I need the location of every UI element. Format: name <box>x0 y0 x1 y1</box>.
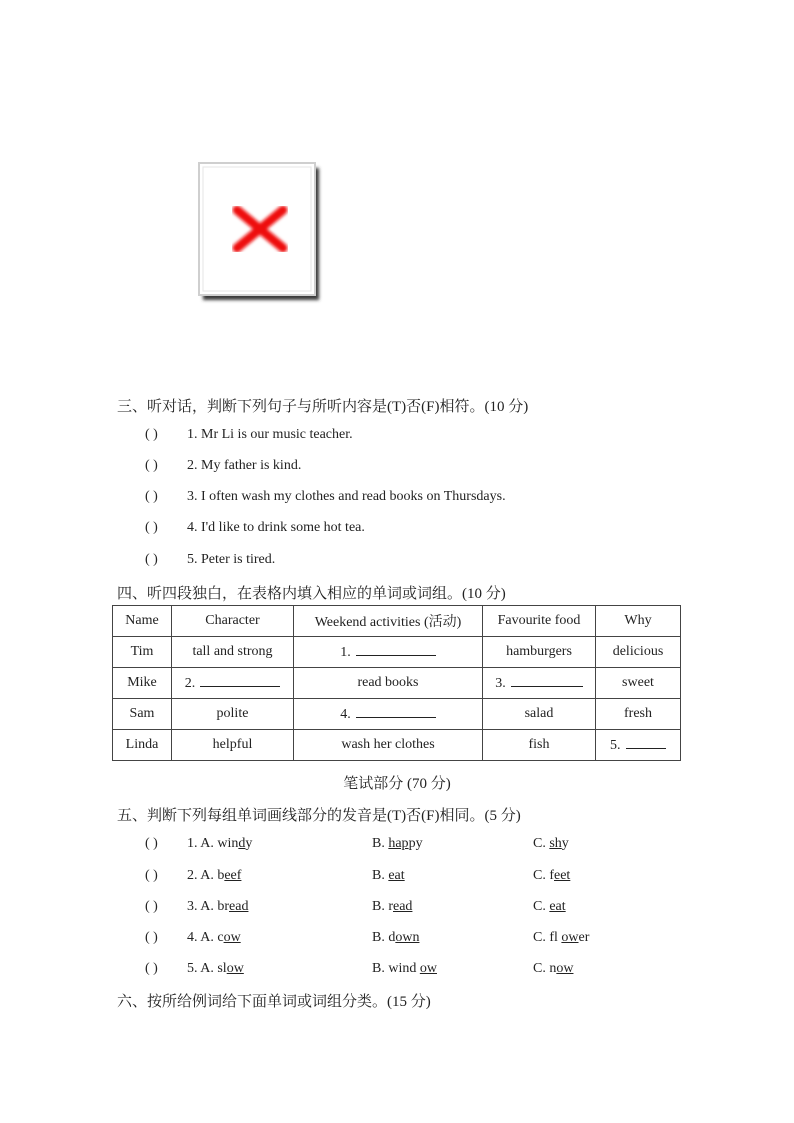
section6-title: 六、按所给例词给下面单词或词组分类。(15 分) <box>117 994 431 1010</box>
table-cell <box>483 699 596 730</box>
word: bread <box>217 899 249 914</box>
table-cell <box>113 637 172 668</box>
statement-text: 4. I'd like to drink some hot tea. <box>187 520 365 535</box>
item-number: 4. A. c <box>187 930 224 945</box>
option-b <box>372 836 423 852</box>
statement-item <box>145 458 301 474</box>
word: B. eat <box>372 868 405 883</box>
answer-parentheses[interactable]: ( ) <box>145 899 158 914</box>
cell-text: polite <box>216 706 249 721</box>
underlined-letters: ead <box>229 899 249 914</box>
word: C. shy <box>533 836 569 851</box>
word: windy <box>217 836 253 851</box>
word: B. happy <box>372 836 423 851</box>
answer-parentheses[interactable]: ( ) <box>145 520 158 535</box>
underlined-letters: eet <box>554 868 571 883</box>
statement-item <box>145 520 365 536</box>
answer-parentheses[interactable]: ( ) <box>145 836 158 851</box>
listening-table <box>112 605 681 761</box>
pronunciation-item <box>145 868 241 884</box>
fill-in-blank[interactable] <box>356 643 436 656</box>
cell-text: fresh <box>624 706 652 721</box>
word: B. read <box>372 899 413 914</box>
statement-text: 2. My father is kind. <box>187 458 302 473</box>
table-cell <box>172 699 294 730</box>
underlined-letters: ow <box>419 961 437 976</box>
fill-in-blank[interactable] <box>511 674 583 687</box>
underlined-letters: own <box>395 930 420 945</box>
cell-text: helpful <box>212 737 253 752</box>
underlined-letters: ow <box>223 930 241 945</box>
cell-text: 3. <box>495 676 506 691</box>
cell-text: sweet <box>622 675 654 690</box>
table-row <box>113 699 681 730</box>
answer-parentheses[interactable]: ( ) <box>145 961 158 976</box>
statement-text: 3. I often wash my clothes and read books on Thursdays. <box>187 489 506 504</box>
word: B. wind ow <box>372 961 437 976</box>
table-row <box>113 730 681 761</box>
cell-text: Mike <box>127 675 157 690</box>
pronunciation-item <box>145 899 248 915</box>
pronunciation-item <box>145 836 252 852</box>
fill-in-blank[interactable] <box>200 674 280 687</box>
table-cell <box>596 730 681 761</box>
table-cell <box>113 730 172 761</box>
item-number: 1. A. <box>187 836 218 851</box>
section5-title: 五、判断下列每组单词画线部分的发音是(T)否(F)相同。(5 分) <box>117 808 521 824</box>
pronunciation-item <box>145 930 241 946</box>
cell-text: wash her clothes <box>341 737 435 752</box>
table-header-cell: Favourite food <box>483 606 596 637</box>
cell-text: delicious <box>612 644 664 659</box>
option-c <box>533 868 570 884</box>
option-b <box>372 930 419 946</box>
word: C. now <box>533 961 574 976</box>
word: B. down <box>372 930 420 945</box>
option-c <box>533 930 589 946</box>
fill-in-blank[interactable] <box>626 736 666 749</box>
word <box>224 930 241 945</box>
table-cell <box>294 699 483 730</box>
cell-text: Tim <box>130 644 154 659</box>
underlined-letters: hap <box>388 836 409 851</box>
statement-item <box>145 552 275 568</box>
answer-parentheses[interactable]: ( ) <box>145 427 158 442</box>
pronunciation-item <box>145 961 244 977</box>
word: beef <box>217 868 242 883</box>
section4-title: 四、听四段独白，在表格内填入相应的单词或词组。(10 分) <box>117 586 506 602</box>
option-c <box>533 836 569 852</box>
underlined-letters: ow <box>561 930 579 945</box>
written-part-heading: 笔试部分 (70 分) <box>343 776 451 792</box>
table-cell <box>596 637 681 668</box>
cell-text: tall and strong <box>192 644 273 659</box>
table-cell <box>596 668 681 699</box>
table-header-cell: Character <box>172 606 294 637</box>
table-header-cell: Name <box>113 606 172 637</box>
table-row <box>113 668 681 699</box>
cell-text: 1. <box>340 645 351 660</box>
table-cell <box>172 637 294 668</box>
table-cell <box>596 699 681 730</box>
table-cell <box>172 730 294 761</box>
underlined-letters: ow <box>556 961 574 976</box>
underlined-letters: ow <box>226 961 244 976</box>
cell-text: 4. <box>340 707 351 722</box>
option-c <box>533 961 573 977</box>
table-header-row <box>113 606 681 637</box>
table-cell <box>294 668 483 699</box>
statement-text: 5. Peter is tired. <box>187 552 276 567</box>
table-cell <box>172 668 294 699</box>
word: C. eat <box>533 899 566 914</box>
cell-text: 5. <box>610 738 621 753</box>
statement-text: 1. Mr Li is our music teacher. <box>187 427 353 442</box>
word <box>227 961 244 976</box>
word: C. fl ower <box>533 930 590 945</box>
cell-text: read books <box>357 675 419 690</box>
table-cell <box>483 637 596 668</box>
option-b <box>372 868 405 884</box>
answer-parentheses[interactable]: ( ) <box>145 552 158 567</box>
cell-text: fish <box>528 737 550 752</box>
cell-text: 2. <box>184 676 196 691</box>
item-number: 5. A. sl <box>187 961 227 976</box>
statement-item <box>145 489 506 505</box>
table-header-cell: Weekend activities (活动) <box>294 606 483 637</box>
statement-item <box>145 427 353 443</box>
table-cell <box>113 699 172 730</box>
item-number: 2. A. <box>187 868 218 883</box>
underlined-letters: eat <box>549 899 566 914</box>
table-cell <box>294 637 483 668</box>
table-cell <box>113 668 172 699</box>
broken-image-icon <box>197 160 323 304</box>
table-cell <box>294 730 483 761</box>
fill-in-blank[interactable] <box>356 705 436 718</box>
cell-text: hamburgers <box>506 644 572 659</box>
table-row <box>113 637 681 668</box>
answer-parentheses[interactable]: ( ) <box>145 930 158 945</box>
underlined-letters: eef <box>224 868 242 883</box>
underlined-letters: eat <box>388 868 405 883</box>
option-b <box>372 961 437 977</box>
cell-text: Sam <box>129 706 155 721</box>
option-c <box>533 899 566 915</box>
table-cell <box>483 668 596 699</box>
answer-parentheses[interactable]: ( ) <box>145 489 158 504</box>
table-header-cell: Why <box>596 606 681 637</box>
underlined-letters: d <box>238 836 246 851</box>
answer-parentheses[interactable]: ( ) <box>145 458 158 473</box>
cell-text: Linda <box>125 737 159 752</box>
answer-parentheses[interactable]: ( ) <box>145 868 158 883</box>
underlined-letters: ead <box>393 899 413 914</box>
underlined-letters: sh <box>549 836 562 851</box>
cell-text: salad <box>524 706 554 721</box>
table-cell <box>483 730 596 761</box>
section3-title: 三、听对话，判断下列句子与所听内容是(T)否(F)相符。(10 分) <box>117 399 529 415</box>
item-number: 3. A. <box>187 899 218 914</box>
word: C. feet <box>533 868 571 883</box>
option-b <box>372 899 412 915</box>
